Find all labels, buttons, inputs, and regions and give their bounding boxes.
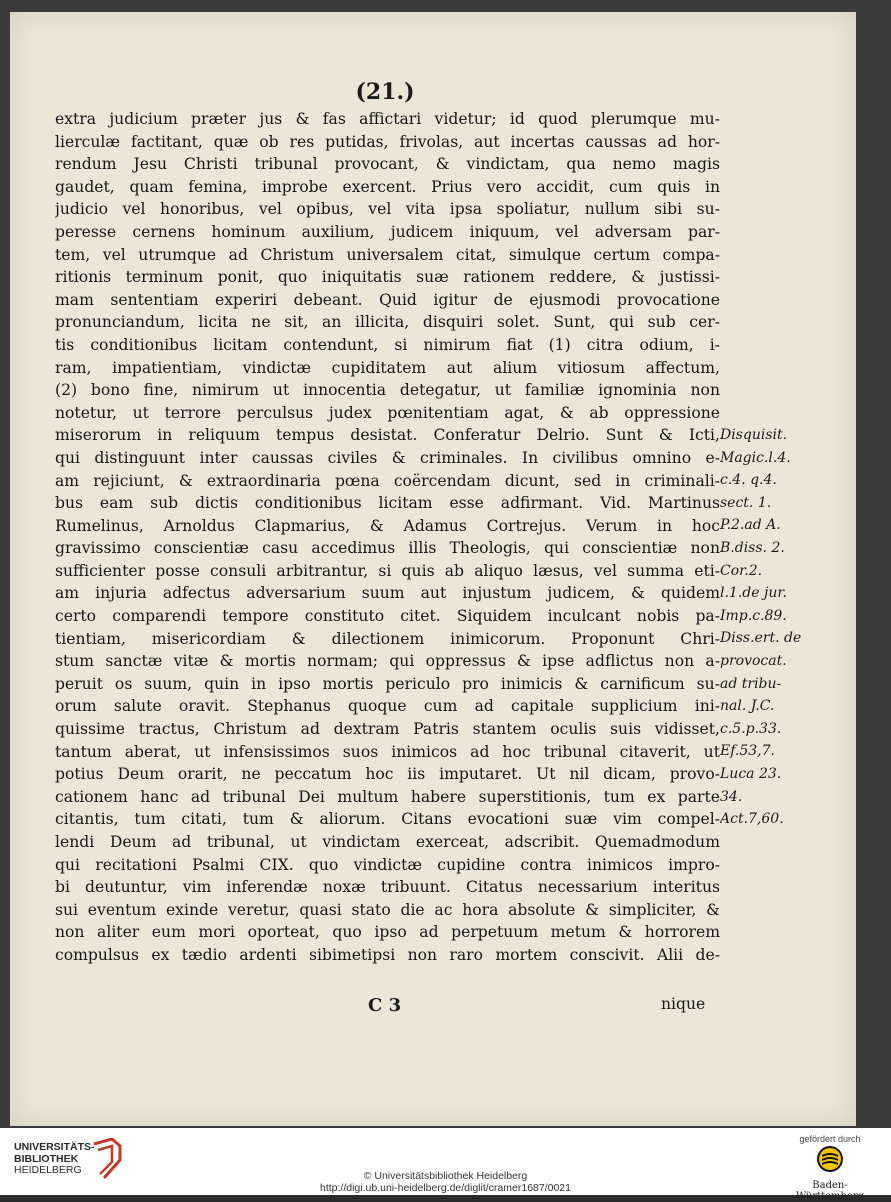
text-line: ram, impatientiam, vindictæ cupiditatem aut alium vitiosum affectum, — [55, 358, 720, 377]
text-line: tientiam, misericordiam & dilectionem inimicorum. Proponunt Chri- — [55, 629, 720, 648]
text-line: gaudet, quam femina, improbe exercent. Prius vero accidit, cum quis in — [55, 177, 720, 196]
text-line: lierculæ factitant, quæ ob res putidas, frivolas, aut incertas caussas ad hor- — [55, 132, 720, 151]
text-line: am injuria adfectus adversarium suum aut injustum judicem, & quidem — [55, 584, 720, 603]
text-line: cationem hanc ad tribunal Dei multum habere superstitionis, tum ex parte — [55, 787, 720, 806]
margin-note: sect. 1. — [720, 494, 772, 511]
margin-note: nal. J.C. — [720, 698, 775, 715]
text-line: compulsus ex tædio ardenti sibimetipsi non raro mortem conscivit. Alii de- — [55, 945, 720, 964]
logo-line: UNIVERSITÄTS- — [14, 1141, 95, 1153]
text-line: peresse cernens hominum auxilium, judicem iniquum, vel adversam par- — [55, 222, 720, 241]
text-line: quissime tractus, Christum ad dextram Patris stantem oculis suis vidisset, — [55, 720, 720, 739]
funding-badge[interactable] — [780, 1134, 880, 1202]
text-line: gravissimo conscientiæ casu accedimus illis Theologis, qui conscientiæ non — [55, 539, 720, 558]
funded-name: Baden-Württemberg — [795, 1180, 865, 1202]
signature-mark: C 3 — [368, 995, 402, 1016]
margin-note: Diss.ert. de — [720, 630, 802, 647]
text-line: orum salute oravit. Stephanus quoque cum ad capitale supplicium ini- — [55, 697, 720, 716]
margin-note: 34. — [720, 788, 743, 805]
text-line: bus eam sub dictis conditionibus licitam esse adfirmant. Vid. Martinus — [55, 494, 720, 513]
margin-note: c.5.p.33. — [720, 720, 782, 737]
text-line: sui eventum exinde veretur, quasi stato die ac hora absolute & simpliciter, & — [55, 900, 720, 919]
viewer-footer — [0, 1128, 891, 1202]
text-line: tis conditionibus licitam contendunt, si nimirum fiat (1) citra odium, i- — [55, 335, 720, 354]
margin-note: Ef.53,7. — [720, 743, 775, 760]
text-line: sufficienter posse consuli arbitrantur, si quis ab aliquo læsus, vel summa eti- — [55, 561, 720, 580]
text-line: (2) bono fine, nimirum ut innocentia detegatur, ut familiæ ignominia non — [55, 381, 720, 400]
margin-note: Act.7,60. — [720, 811, 784, 828]
margin-note: Cor.2. — [720, 562, 763, 579]
book-page — [10, 12, 856, 1126]
margin-note: P.2.ad A. — [720, 517, 781, 534]
margin-note: Imp.c.89. — [720, 607, 787, 624]
text-line: stum sanctæ vitæ & mortis normam; qui oppressus & ipse adflictus non a- — [55, 652, 720, 671]
margin-note: provocat. — [720, 652, 787, 669]
body-text — [55, 108, 720, 967]
logo-line: HEIDELBERG — [14, 1164, 82, 1176]
logo-line: BIBLIOTHEK — [14, 1152, 79, 1165]
text-line: citantis, tum citati, tum & aliorum. Citans evocationi suæ vim compel- — [55, 810, 720, 829]
margin-note: l.1.de jur. — [720, 585, 787, 602]
margin-note: ad tribu- — [720, 675, 782, 692]
page-number: (21.) — [355, 79, 415, 105]
text-line: tem, vel utrumque ad Christum universalem citat, simulque certum compa- — [55, 245, 720, 264]
copyright-text: © Universitätsbibliothek Heidelberg — [363, 1170, 528, 1182]
margin-note: c.4. q.4. — [720, 472, 777, 489]
text-line: bi deutuntur, vim inferendæ noxæ tribuunt. Citatus necessarium interitus — [55, 878, 720, 897]
catchword: nique — [661, 995, 706, 1013]
text-line: extra judicium præter jus & fas affictari videtur; id quod plerumque mu- — [55, 110, 720, 128]
permalink[interactable]: http://digi.ub.uni-heidelberg.de/diglit/cramer1687/0021 — [319, 1182, 571, 1194]
text-line: ritionis terminum ponit, quo iniquitatis suæ rationem reddere, & justissi- — [55, 268, 720, 287]
margin-note: B.diss. 2. — [720, 539, 785, 556]
text-line: am rejiciunt, & extraordinaria pœna coërcendam dicunt, sed in criminali- — [55, 471, 720, 490]
text-line: non aliter eum mori oporteat, quo ipso ad perpetuum metum & horrorem — [55, 923, 720, 942]
text-line: mam sententiam experiri debeant. Quid igitur de ejusmodi provocatione — [55, 290, 720, 309]
state-crest-icon — [815, 1144, 845, 1174]
funded-label: gefördert durch — [799, 1134, 861, 1144]
margin-note: Luca 23. — [720, 765, 782, 782]
text-line: tantum aberat, ut infensissimos suos inimicos ad hoc tribunal citaverit, ut — [55, 742, 720, 761]
text-line: Rumelinus, Arnoldus Clapmarius, & Adamus Cortrejus. Verum in hoc — [55, 516, 720, 535]
text-line: qui recitationi Psalmi CIX. quo vindictæ cupidine contra inimicos impro- — [55, 855, 720, 874]
text-line: potius Deum orarit, ne peccatum hoc iis imputaret. Ut nil dicam, provo- — [55, 765, 720, 784]
text-line: lendi Deum ad tribunal, ut vindictam exerceat, adscribit. Quemadmodum — [55, 833, 720, 851]
text-line: pronunciandum, licita ne sit, an illicita, disquiri solet. Sunt, qui sub cer- — [55, 313, 720, 332]
margin-notes-group-1 — [720, 424, 830, 831]
text-line: judicio vel honoribus, vel opibus, vel vita ipsa spoliatur, nullum sibi su- — [55, 200, 720, 219]
text-line: certo comparendi tempore constituto citet. Siquidem inculcant nobis pa- — [55, 607, 720, 626]
text-line: miserorum in reliquum tempus desistat. Conferatur Delrio. Sunt & Icti, — [55, 426, 720, 445]
text-line: notetur, ut terrore perculsus judex pœnitentiam agat, & ab oppressione — [55, 403, 720, 422]
text-line: qui distinguunt inter caussas civiles & criminales. In civilibus omnino e- — [55, 448, 720, 467]
margin-note: Disquisit. — [720, 427, 788, 443]
margin-note: Magic.l.4. — [720, 449, 791, 466]
text-line: rendum Jesu Christi tribunal provocant, & vindictam, qua nemo magis — [55, 155, 720, 174]
text-line: peruit os suum, quin in ipso mortis periculo pro inimicis & carnificum su- — [55, 674, 720, 693]
